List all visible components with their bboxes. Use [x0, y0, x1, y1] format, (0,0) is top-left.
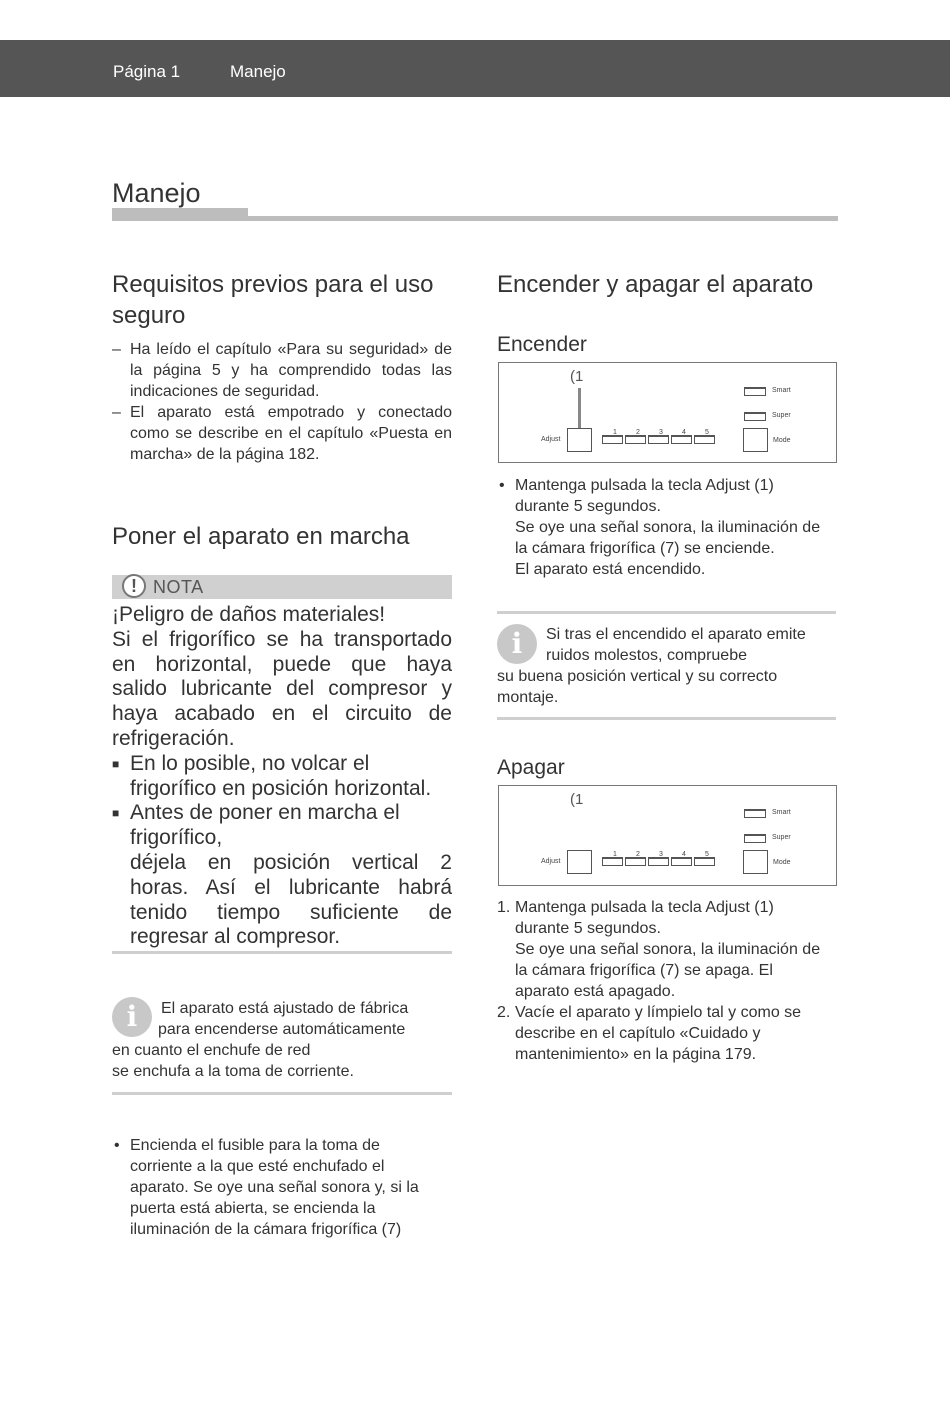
- info1-line4: se enchufa a la toma de corriente.: [112, 1063, 354, 1080]
- digit-label: 2: [636, 429, 640, 436]
- bullet-marker: •: [499, 477, 505, 494]
- super-label: Super: [772, 834, 791, 841]
- nota-box: [112, 575, 452, 950]
- marcha-heading: Poner el aparato en marcha: [112, 523, 410, 550]
- digit-label: 1: [613, 851, 617, 858]
- divider: [497, 611, 836, 614]
- digit-label: 5: [705, 851, 709, 858]
- mode-key: [743, 428, 768, 452]
- title-underline: [112, 216, 838, 221]
- exclamation-icon: !: [122, 574, 146, 598]
- info2-line2: ruidos molestos, compruebe: [546, 647, 747, 664]
- smart-indicator: [744, 809, 766, 818]
- list-item: • Mantenga pulsada la tecla Adjust (1) durante 5 segundos. Se oye una señal sonora, la iluminación de la cámara frigorífica (7) se enciende. El aparato está encendido.: [499, 477, 821, 578]
- temp-indicator: [671, 857, 692, 866]
- list-item: 1. Mantenga pulsada la tecla Adjust (1) durante 5 segundos. Se oye una señal sonora, la iluminación de la cámara frigorífica (7) se apaga. El aparato está apagado.: [497, 899, 821, 1000]
- header-section: Manejo: [230, 62, 286, 81]
- list-item: ■ Antes de poner en marcha el frigorífico, déjela en posición vertical 2 horas. Así el lubricante habrá tenido tiempo suficiente de regresar al compresor.: [112, 801, 452, 949]
- info1-line1: El aparato está ajustado de fábrica: [161, 1000, 409, 1017]
- control-panel-diagram: [498, 362, 837, 463]
- square-bullet: ■: [112, 806, 120, 821]
- digit-label: 4: [682, 851, 686, 858]
- smart-label: Smart: [772, 387, 791, 394]
- adjust-key: [567, 850, 592, 874]
- adjust-key: [567, 428, 592, 452]
- nota-label: NOTA: [153, 577, 204, 597]
- apagar-heading: Apagar: [497, 756, 565, 779]
- nota-text: Si el frigorífico se ha transportado en horizontal, puede que haya salido lubricante del compresor y haya acabado en el circuito de refrigeración.: [112, 627, 452, 750]
- encender-heading: Encender: [497, 333, 587, 356]
- encender-apagar-heading: Encender y apagar el aparato: [497, 271, 814, 298]
- super-indicator: [744, 412, 766, 421]
- temp-indicator: [648, 857, 669, 866]
- adjust-label: Adjust: [541, 858, 561, 865]
- smart-label: Smart: [772, 809, 791, 816]
- callout-line: [578, 388, 581, 428]
- info2-line3: su buena posición vertical y su correcto montaje.: [497, 668, 778, 706]
- divider: [497, 717, 836, 720]
- title-underline-tab: [112, 208, 248, 216]
- bullet-fusible: [112, 1135, 437, 1240]
- requisitos-list: [112, 339, 452, 465]
- info-icon: i: [112, 997, 152, 1037]
- control-panel-diagram: [498, 785, 837, 886]
- digit-label: 3: [659, 851, 663, 858]
- dash-marker: –: [112, 404, 121, 421]
- number-marker: 1.: [497, 899, 511, 916]
- temp-indicator: [625, 435, 646, 444]
- digit-label: 2: [636, 851, 640, 858]
- list-item: ■ En lo posible, no volcar el frigorífico en posición horizontal.: [112, 751, 432, 800]
- square-bullet: ■: [112, 756, 120, 771]
- nota-danger: ¡Peligro de daños materiales!: [112, 603, 386, 626]
- encender-section: [497, 332, 837, 358]
- section-encender-apagar: [497, 269, 837, 300]
- temp-indicator: [602, 435, 623, 444]
- temp-indicator: [648, 435, 669, 444]
- dash-marker: –: [112, 341, 121, 358]
- digit-label: 4: [682, 429, 686, 436]
- section-requisitos: [112, 269, 452, 465]
- info1-line3: en cuanto el enchufe de red: [112, 1042, 311, 1059]
- super-indicator: [744, 834, 766, 843]
- digit-label: 3: [659, 429, 663, 436]
- info2-line1: Si tras el encendido el aparato emite: [546, 626, 806, 643]
- callout-label: (1: [570, 368, 584, 385]
- digit-label: 1: [613, 429, 617, 436]
- list-item: – Ha leído el capítulo «Para su seguridad» de la página 5 y ha comprendido todas las indicaciones de seguridad.: [112, 341, 452, 400]
- list-item: 2. Vacíe el aparato y límpielo tal y como se describe en el capítulo «Cuidado y mantenimiento» en la página 179.: [497, 1004, 802, 1063]
- temp-indicator: [694, 857, 715, 866]
- requisitos-heading: Requisitos previos para el uso seguro: [112, 271, 434, 329]
- super-label: Super: [772, 412, 791, 419]
- apagar-section: [497, 755, 837, 781]
- digit-label: 5: [705, 429, 709, 436]
- temp-indicator: [625, 857, 646, 866]
- encender-steps: [497, 475, 827, 580]
- bullet-marker: •: [114, 1137, 120, 1154]
- list-item: – El aparato está empotrado y conectado como se describe en el capítulo «Puesta en marcha» de la página 182.: [112, 404, 452, 463]
- list-item: • Encienda el fusible para la toma de corriente a la que esté enchufado el aparato. Se oye una señal sonora y, si la puerta está abierta, se encienda la iluminación de la cámara frigorífica (7): [114, 1137, 419, 1238]
- info-icon: i: [497, 624, 537, 664]
- temp-indicator: [602, 857, 623, 866]
- smart-indicator: [744, 387, 766, 396]
- adjust-label: Adjust: [541, 436, 561, 443]
- nota-header: [112, 575, 452, 599]
- callout-label: (1: [570, 791, 584, 808]
- nota-content: [112, 603, 452, 950]
- divider: [112, 951, 452, 954]
- page-header-bar: [0, 40, 950, 97]
- temp-indicator: [671, 435, 692, 444]
- apagar-steps: [497, 897, 822, 1065]
- mode-label: Mode: [773, 859, 791, 866]
- header-page-number: Página 1: [113, 62, 181, 81]
- mode-label: Mode: [773, 437, 791, 444]
- info1-line2: para encenderse automáticamente: [158, 1021, 406, 1038]
- section-marcha: [112, 521, 452, 552]
- temp-indicator: [694, 435, 715, 444]
- divider: [112, 1092, 452, 1095]
- number-marker: 2.: [497, 1004, 511, 1021]
- page-title: Manejo: [112, 178, 201, 208]
- mode-key: [743, 850, 768, 874]
